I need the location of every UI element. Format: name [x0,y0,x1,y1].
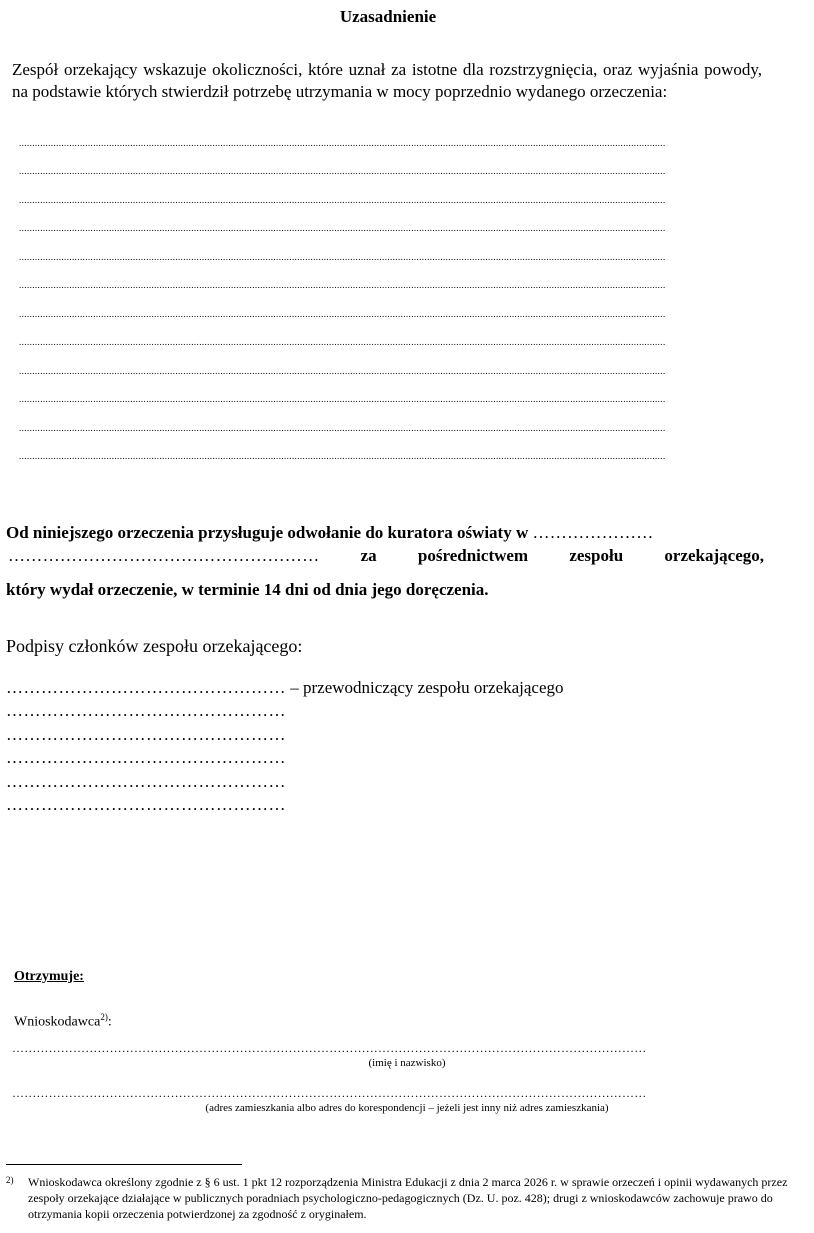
signatures-heading: Podpisy członków zespołu orzekającego: [6,636,303,656]
applicant-name-caption: (imię i nazwisko) [368,1057,446,1069]
footnote-mark: 2) [6,1175,14,1185]
justification-line[interactable]: .................................................................................................................................................................................................................................................... [19,337,666,347]
appeal-notice-line-1 [6,522,766,544]
footnote-separator [6,1164,242,1165]
signature-blank[interactable]: ………………………………………… [6,772,286,791]
justification-line[interactable]: .................................................................................................................................................................................................................................................... [19,223,666,233]
signature-blank[interactable]: ………………………………………… [6,795,286,814]
signature-line [6,724,286,746]
signature-line [6,700,286,722]
signature-line [6,747,286,769]
applicant-name-field[interactable]: ………………………………………………………………………………………………………………………………………… [12,1041,647,1055]
signature-line [6,771,286,793]
justification-line[interactable]: .................................................................................................................................................................................................................................................... [19,394,666,404]
justification-line[interactable]: .................................................................................................................................................................................................................................................... [19,309,666,319]
appeal-notice-line-3: który wydał orzeczenie, w terminie 14 dni od dnia jego doręczenia. [6,580,489,599]
justification-intro: Zespół orzekający wskazuje okoliczności, które uznał za istotne dla rozstrzygnięcia, oraz wyjaśnia powody, na podstawie których stwierdził potrzebę utrzymania w mocy poprzednio wydanego orzeczenia: [12,60,762,101]
applicant-label-colon: : [107,1014,112,1030]
justification-line[interactable]: .................................................................................................................................................................................................................................................... [19,252,666,262]
footnote-reference: 2) [100,1012,108,1022]
justification-line[interactable]: .................................................................................................................................................................................................................................................... [19,366,666,376]
justification-line[interactable]: .................................................................................................................................................................................................................................................... [19,280,666,290]
applicant-address-caption: (adres zamieszkania albo adres do korespondencji – jeżeli jest inny niż adres zamieszkania) [205,1102,609,1114]
signature-blank[interactable]: ………………………………………… [6,701,286,720]
signature-role: – przewodniczący zespołu orzekającego [286,678,564,697]
curator-blank[interactable]: ………………… [532,523,654,542]
document-title: Uzasadnienie [339,7,437,26]
appeal-text: za pośrednictwem zespołu orzekającego, [360,546,764,565]
signature-line [6,794,286,816]
applicant-label-text: Wnioskodawca [14,1014,101,1030]
appeal-text: Od niniejszego orzeczenia przysługuje odwołanie do kuratora oświaty w [6,523,529,542]
signature-line-chair [6,677,564,699]
justification-line[interactable]: .................................................................................................................................................................................................................................................... [19,451,666,461]
justification-line[interactable]: .................................................................................................................................................................................................................................................... [19,195,666,205]
applicant-address-field[interactable]: ………………………………………………………………………………………………………………………………………… [12,1086,647,1100]
justification-line[interactable]: .................................................................................................................................................................................................................................................... [19,166,666,176]
justification-line[interactable]: .................................................................................................................................................................................................................................................... [19,138,666,148]
justification-line[interactable]: .................................................................................................................................................................................................................................................... [19,423,666,433]
signature-blank[interactable]: ………………………………………… [6,678,286,697]
signature-blank[interactable]: ………………………………………… [6,748,286,767]
applicant-label [14,1008,112,1032]
curator-blank-continued[interactable]: ……………………………………………… [8,546,320,565]
signature-blank[interactable]: ………………………………………… [6,725,286,744]
appeal-notice-line-2 [8,545,764,567]
footnote-text: Wnioskodawca określony zgodnie z § 6 ust. 1 pkt 12 rozporządzenia Ministra Edukacji z dnia 2 marca 2026 r. w sprawie orzeczeń i opinii wydawanych przez zespoły orzekające działające w publicznych poradniach psychologiczno-pedagogicznych (Dz. U. poz. 428); drugi z wnioskodawców zachowuje prawo do otrzymania kopii orzeczenia potwierdzonej za zgodność z oryginałem. [28,1175,788,1221]
recipients-heading: Otrzymuje: [14,969,84,984]
